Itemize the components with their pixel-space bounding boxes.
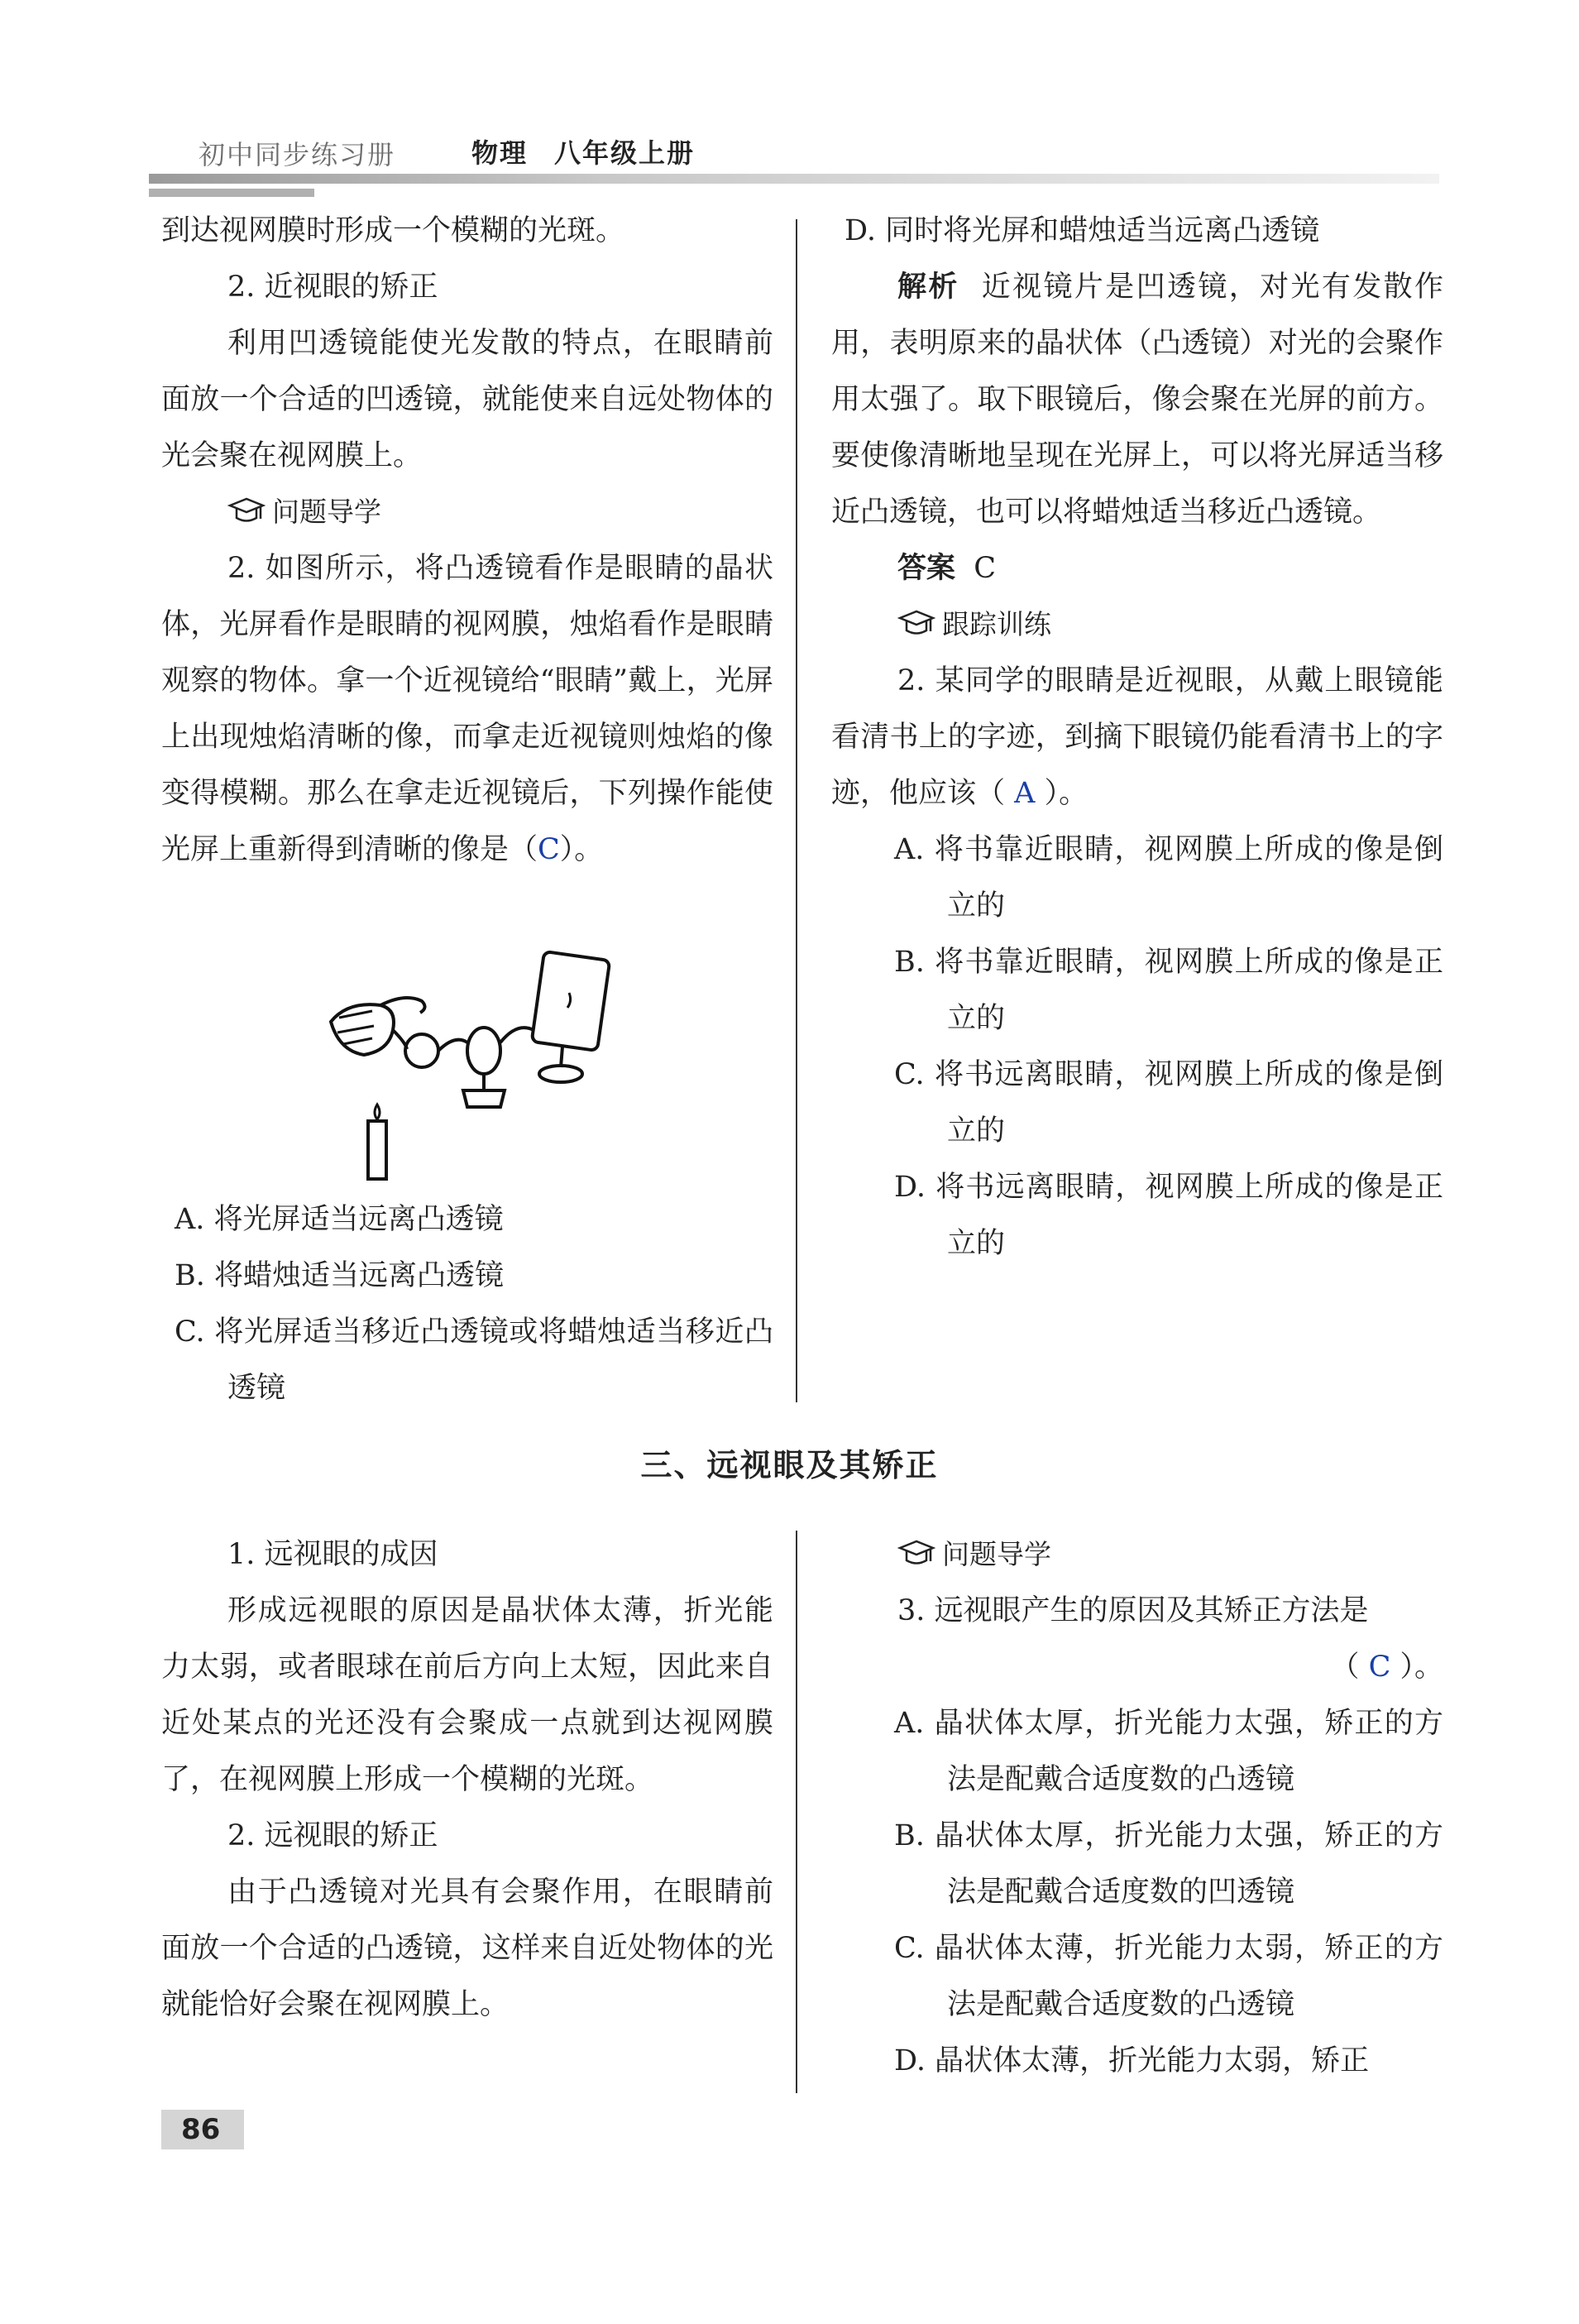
- analysis-label: 解析: [897, 271, 959, 304]
- top-left-column: [161, 203, 773, 878]
- section-title: 三、远视眼及其矫正: [640, 1447, 939, 1483]
- option-a: A. 将书靠近眼睛，视网膜上所成的像是倒立的: [894, 833, 1443, 922]
- cap-icon: [227, 496, 266, 529]
- tag-label: 跟踪训练: [942, 608, 1051, 640]
- tag-label: 问题导学: [272, 496, 381, 528]
- cap-icon: [897, 608, 935, 641]
- answer-value: C: [974, 552, 997, 585]
- option-c: C. 将光屏适当移近凸透镜或将蜡烛适当移近凸透镜: [175, 1315, 773, 1405]
- answer-label: 答案: [897, 552, 956, 585]
- analysis: [831, 259, 1443, 540]
- header-bar-accent: [149, 189, 314, 197]
- header-bar: [149, 174, 1439, 184]
- grade-label: 八年级上册: [554, 137, 696, 169]
- tag-follow-up-training: [831, 597, 1443, 653]
- heading-hyperopia-cause: 1. 远视眼的成因: [227, 1538, 438, 1571]
- tag-guided-question: [831, 1526, 1443, 1583]
- question-2-options: [161, 1191, 773, 1416]
- page-number: 86: [161, 2110, 244, 2149]
- heading-hyperopia-correction: 2. 远视眼的矫正: [227, 1819, 438, 1852]
- option-b: B. 将书靠近眼睛，视网膜上所成的像是正立的: [894, 946, 1443, 1035]
- question-3: 3. 远视眼产生的原因及其矫正方法是: [897, 1594, 1369, 1627]
- question-3-answer: [831, 1639, 1443, 1695]
- tag-guided-question: [161, 484, 773, 540]
- option-d: D. 晶状体太薄，折光能力太弱，矫正: [894, 2044, 1370, 2077]
- paragraph: 由于凸透镜对光具有会聚作用，在眼睛前面放一个合适的凸透镜，这样来自近处物体的光就能恰好会聚在视网膜上。: [161, 1876, 773, 2021]
- question-text: 2. 如图所示，将凸透镜看作是眼睛的晶状体，光屏看作是眼睛的视网膜，烛焰看作是眼睛观察的物体。拿一个近视镜给“眼睛”戴上，光屏上出现烛焰清晰的像，而拿走近视镜则烛焰的像变得模糊。那么在拿走近视镜后，下列操作能使光屏上重新得到清晰的像是（: [161, 552, 773, 866]
- option-b: B. 晶状体太厚，折光能力太强，矫正的方法是配戴合适度数的凹透镜: [894, 1819, 1443, 1909]
- question-2b: [831, 653, 1443, 822]
- option-d: D. 将书远离眼睛，视网膜上所成的像是正立的: [894, 1171, 1443, 1260]
- option-d: D. 同时将光屏和蜡烛适当远离凸透镜: [845, 214, 1320, 247]
- answer-line: [831, 540, 1443, 597]
- heading-myopia-correction: 2. 近视眼的矫正: [227, 271, 438, 304]
- subject-label: 物理: [471, 137, 529, 169]
- option-c: C. 晶状体太薄，折光能力太弱，矫正的方法是配戴合适度数的凸透镜: [894, 1932, 1443, 2021]
- answer-mark: A: [1014, 777, 1036, 810]
- lens-experiment-figure: [314, 943, 629, 1183]
- option-a: A. 晶状体太厚，折光能力太强，矫正的方法是配戴合适度数的凸透镜: [894, 1707, 1443, 1796]
- answer-mark: C: [1368, 1651, 1391, 1684]
- tag-label: 问题导学: [942, 1538, 1051, 1570]
- question-end: ）。: [559, 833, 604, 866]
- option-c: C. 将书远离眼睛，视网膜上所成的像是倒立的: [894, 1058, 1443, 1148]
- option-b: B. 将蜡烛适当远离凸透镜: [175, 1259, 504, 1292]
- paragraph: 形成远视眼的原因是晶状体太薄，折光能力太弱，或者眼球在前后方向上太短，因此来自近处某点的光还没有会聚成一点就到达视网膜了，在视网膜上形成一个模糊的光斑。: [161, 1594, 773, 1796]
- column-divider-top: [796, 219, 797, 1402]
- column-divider-bottom: [796, 1531, 797, 2093]
- question-2: [161, 540, 773, 878]
- paragraph: 利用凹透镜能使光发散的特点，在眼睛前面放一个合适的凹透镜，就能使来自远处物体的光会聚在视网膜上。: [161, 327, 773, 472]
- bottom-left-column: [161, 1526, 773, 2033]
- text-line: 到达视网膜时形成一个模糊的光斑。: [161, 214, 625, 247]
- analysis-text: 近视镜片是凹透镜，对光有发散作用，表明原来的晶状体（凸透镜）对光的会聚作用太强了。取下眼镜后，像会聚在光屏的前方。要使像清晰地呈现在光屏上，可以将光屏适当移近凸透镜，也可以将蜡烛适当移近凸透镜。: [831, 271, 1443, 529]
- cap-icon: [897, 1538, 935, 1571]
- page-header: [149, 124, 1439, 199]
- question-text: 2. 某同学的眼睛是近视眼，从戴上眼镜能看清书上的字迹，到摘下眼镜仍能看清书上的字迹，他应该（: [831, 664, 1443, 810]
- book-title: 初中同步练习册: [199, 139, 396, 170]
- top-right-column: [831, 203, 1443, 1272]
- question-end: ）。: [1044, 777, 1089, 810]
- bottom-right-column: [831, 1526, 1443, 2089]
- answer-open: （: [1330, 1651, 1360, 1684]
- answer-mark: C: [538, 833, 560, 866]
- option-a: A. 将光屏适当远离凸透镜: [175, 1203, 504, 1236]
- answer-close: ）。: [1400, 1651, 1443, 1684]
